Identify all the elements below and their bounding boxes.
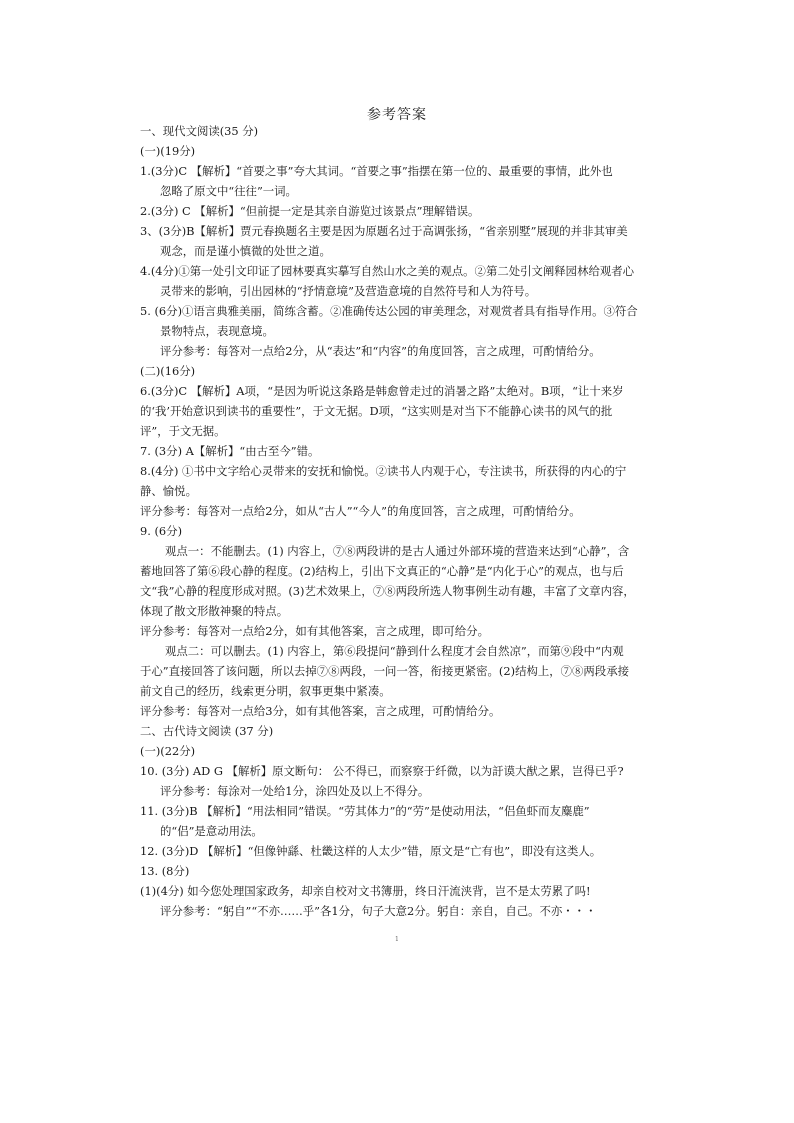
text-line: 文“我”心静的程度形成对照。(3)艺术效果上，⑦⑧两段所选人物事例生动有趣，丰富了文章内容，: [140, 584, 635, 598]
text-line: 一、现代文阅读(35 分): [140, 124, 259, 138]
text-line: 评”，于文无据。: [140, 424, 226, 438]
text-line: 的‘我’开始意识到读书的重要性”，于文无据。D项，“这实则是对当下不能静心读书的风气的批: [140, 404, 613, 418]
text-line: 景物特点，表现意境。: [160, 324, 274, 338]
text-line: 二、古代诗文阅读 (37 分): [140, 724, 274, 738]
text-line: 7. (3分) A【解析】“由古至今”错。: [140, 444, 320, 458]
text-line: 忽略了原文中“往往”一词。: [160, 184, 297, 198]
text-line: 评分参考：每答对一点给2分，如有其他答案，言之成理，即可给分。: [140, 624, 489, 638]
text-line: 灵带来的影响，引出园林的“抒情意境”及营造意境的自然符号和人为符号。: [160, 284, 537, 298]
text-line: 3、(3分)B【解析】贾元春换题名主要是因为原题名过于高调张扬，“省亲别墅”展现的并非其审美: [140, 224, 628, 238]
text-line: 11. (3分)B 【解析】“用法相同”错误。“劳其体力”的“劳”是使动用法，“侣鱼虾而友麋鹿”: [140, 804, 590, 818]
text-line: (一)(22分): [140, 744, 196, 758]
text-line: 观念，而是谨小慎微的处世之道。: [160, 244, 331, 258]
text-line: 蓄地回答了第⑥段心静的程度。(2)结构上，引出下文真正的“心静”是“内化于心”的观点，也与后: [140, 564, 624, 578]
text-line: 4.(4分)①第一处引文印证了园林要真实摹写自然山水之美的观点。②第二处引文阐释园林给观者心: [140, 264, 635, 278]
text-line: 观点二：可以删去。(1) 内容上，第⑥段提问“静到什么程度才会自然凉”，而第⑨段中“内观: [165, 644, 624, 658]
text-line: 体现了散文形散神聚的特点。: [140, 604, 289, 618]
text-line: 2.(3分) C 【解析】“但前提一定是其亲自游览过该景点”理解错误。: [140, 204, 480, 218]
text-line: 前文自己的经历，线索更分明，叙事更集中紧凑。: [140, 684, 391, 698]
text-line: 的“侣”是意动用法。: [160, 824, 263, 838]
text-line: 6.(3分)C 【解析】A项，“是因为听说这条路是韩愈曾走过的消暑之路”太绝对。B项，“让十来岁: [140, 384, 624, 398]
text-line: 12. (3分)D 【解析】“但像钟繇、杜畿这样的人太少”错，原文是“亡有也”，即没有这类人。: [140, 844, 602, 858]
text-line: 评分参考：“躬自”“不亦……乎”各1分，句子大意2分。躬自：亲自，自己。不亦・・・: [160, 904, 597, 918]
text-line: 评分参考：每答对一点给2分，从“表达”和“内容”的角度回答，言之成理，可酌情给分。: [160, 344, 601, 358]
text-line: 评分参考：每涂对一处给1分，涂四处及以上不得分。: [160, 784, 430, 798]
text-line: 于心”直接回答了该问题，所以去掉⑦⑧两段，一问一答，衔接更紧密。(2)结构上，⑦⑧两段承接: [140, 664, 629, 678]
text-line: 1.(3分)C 【解析】“首要之事”夸大其词。“首要之事”指摆在第一位的、最重要的事情，此外也: [140, 164, 613, 178]
text-line: (二)(16分): [140, 364, 196, 378]
text-line: (一)(19分): [140, 144, 196, 158]
text-line: 13. (8分): [140, 864, 190, 878]
text-line: 静、愉悦。: [140, 484, 197, 498]
text-line: 10. (3分) AD G 【解析】原文断句： 公不得已，而察察于纤微，以为訏谟大猷之累，岂得已乎?: [140, 764, 624, 778]
text-line: 9. (6分): [140, 524, 183, 538]
page-number: 1: [395, 936, 399, 943]
text-line: 8.(4分) ①书中文字给心灵带来的安抚和愉悦。②读书人内观于心，专注读书，所获得的内心的宁: [140, 464, 627, 478]
text-line: 评分参考：每答对一点给3分，如有其他答案，言之成理，可酌情给分。: [140, 704, 501, 718]
text-line: (1)(4分) 如今您处理国家政务，却亲自校对文书簿册，终日汗流浃背，岂不是太劳累了吗!: [140, 884, 591, 898]
page-title: 参考答案: [367, 107, 427, 123]
text-line: 观点一：不能删去。(1) 内容上，⑦⑧两段讲的是古人通过外部环境的营造来达到“心静”，含: [165, 544, 630, 558]
text-line: 评分参考：每答对一点给2分，如从“古人”“今人”的角度回答，言之成理，可酌情给分。: [140, 504, 581, 518]
text-line: 5. (6分)①语言典雅美丽，简练含蓄。②准确传达公园的审美理念，对观赏者具有指导作用。③符合: [140, 304, 638, 318]
